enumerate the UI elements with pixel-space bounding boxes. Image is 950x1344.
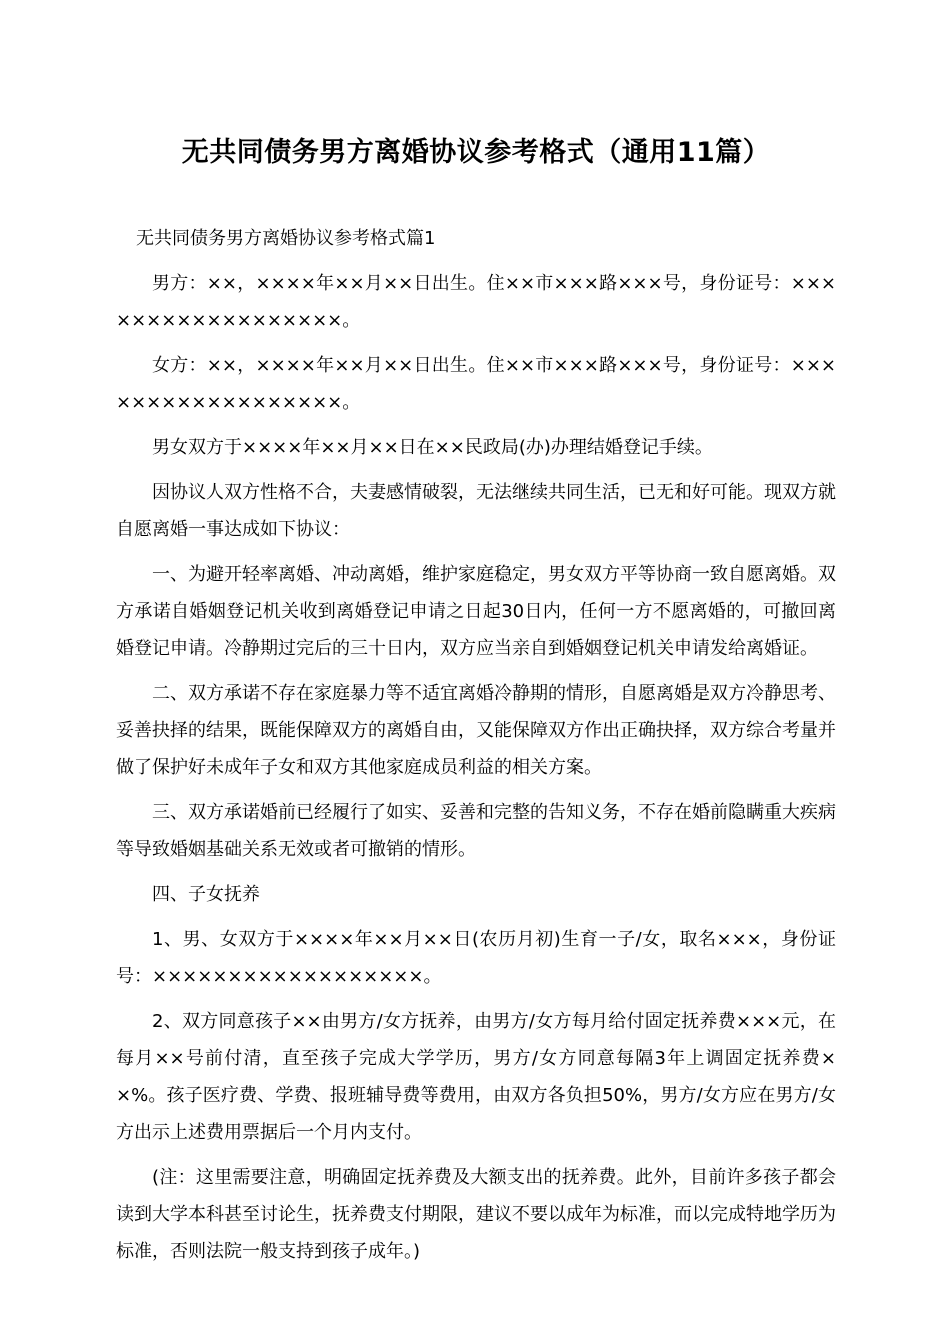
paragraph-husband-info: 男方：××，××××年××月××日出生。住××市×××路×××号，身份证号：××××××××××××××××××。 [116, 273, 836, 331]
document-title: 无共同债务男方离婚协议参考格式（通用11篇） [181, 137, 771, 168]
section-heading: 无共同债务男方离婚协议参考格式篇1 [136, 228, 436, 249]
document-body [116, 265, 836, 1270]
paragraph-child-support: 2、双方同意孩子××由男方/女方抚养，由男方/女方每月给付固定抚养费×××元，在每月××号前付清，直至孩子完成大学学历，男方/女方同意每隔3年上调固定抚养费××%。孩子医疗费、学费、报班辅导费等费用，由双方各负担50%，男方/女方应在男方/女方出示上述费用票据后一个月内支付。 [116, 1011, 836, 1143]
paragraph-clause-two: 二、双方承诺不存在家庭暴力等不适宜离婚冷静期的情形，自愿离婚是双方冷静思考、妥善抉择的结果，既能保障双方的离婚自由，又能保障双方作出正确抉择，双方综合考量并做了保护好未成年子女和双方其他家庭成员利益的相关方案。 [116, 683, 836, 778]
paragraph-child-birth: 1、男、女双方于××××年××月××日(农历月初)生育一子/女，取名×××，身份证号：××××××××××××××××××。 [116, 929, 836, 987]
paragraph-clause-one: 一、为避开轻率离婚、冲动离婚，维护家庭稳定，男女双方平等协商一致自愿离婚。双方承诺自婚姻登记机关收到离婚登记申请之日起30日内，任何一方不愿离婚的，可撤回离婚登记申请。冷静期过完后的三十日内，双方应当亲自到婚姻登记机关申请发给离婚证。 [116, 564, 836, 659]
paragraph-clause-three: 三、双方承诺婚前已经履行了如实、妥善和完整的告知义务，不存在婚前隐瞒重大疾病等导致婚姻基础关系无效或者可撤销的情形。 [116, 802, 836, 860]
paragraph-wife-info: 女方：××，××××年××月××日出生。住××市×××路×××号，身份证号：××××××××××××××××××。 [116, 355, 836, 413]
paragraph-divorce-reason: 因协议人双方性格不合，夫妻感情破裂，无法继续共同生活，已无和好可能。现双方就自愿离婚一事达成如下协议： [116, 482, 836, 540]
paragraph-marriage-registration: 男女双方于××××年××月××日在××民政局(办)办理结婚登记手续。 [152, 437, 713, 458]
paragraph-clause-four-heading: 四、子女抚养 [152, 884, 260, 905]
paragraph-note: (注：这里需要注意，明确固定抚养费及大额支出的抚养费。此外，目前许多孩子都会读到大学本科甚至讨论生，抚养费支付期限，建议不要以成年为标准，而以完成特地学历为标准，否则法院一般支持到孩子成年。) [116, 1167, 836, 1262]
